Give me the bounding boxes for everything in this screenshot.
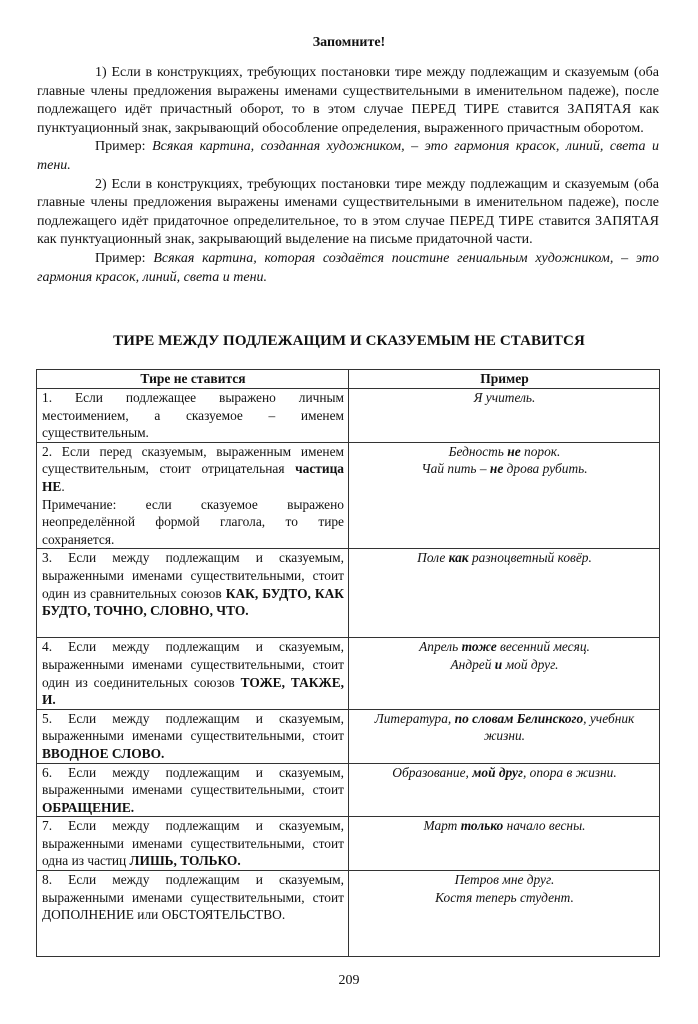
example-cell <box>349 709 660 763</box>
example-line <box>354 871 655 889</box>
example-text: Костя теперь студент. <box>435 889 574 905</box>
example-line <box>354 443 655 461</box>
example-cell <box>349 549 660 638</box>
table-row <box>37 817 660 871</box>
table-row <box>37 638 660 709</box>
table-row <box>37 763 660 817</box>
rules-table <box>36 369 660 957</box>
example-line <box>354 889 655 907</box>
rule-cell <box>37 709 349 763</box>
example-text: Петров мне друг. <box>454 872 555 888</box>
rule-emphasis: частица НЕ <box>42 461 344 494</box>
example-text: Литература, <box>374 710 455 726</box>
rule-1-example <box>37 138 659 175</box>
rule-cell <box>37 389 349 443</box>
example-line <box>354 549 655 567</box>
table-row <box>37 389 660 443</box>
rule-cell <box>37 817 349 871</box>
example-text: Март <box>423 818 461 834</box>
example-emphasis: по словам Белинского <box>454 710 584 726</box>
rule-cell <box>37 442 349 549</box>
rule-text: 8. Если между подлежащим и сказуемым, выраженными именами существительными, стоит ДОПОЛНЕНИЕ или ОБСТОЯТЕЛЬСТВО. <box>42 872 344 923</box>
rule-text: 6. Если между подлежащим и сказуемым, выраженными именами существительными, стоит <box>42 764 344 798</box>
rule-tail: . <box>61 478 65 494</box>
example-text: Всякая картина, которая создаётся поистине гениальным художником, – это гармония красок, линий, света и тени. <box>37 250 659 285</box>
example-text: Бедность <box>448 443 508 459</box>
example-line <box>354 710 655 745</box>
example-line <box>354 638 655 656</box>
example-cell <box>349 389 660 443</box>
rule-cell <box>37 638 349 709</box>
table-row <box>37 442 660 549</box>
example-emphasis: не <box>489 461 504 477</box>
example-text: начало весны. <box>503 818 586 834</box>
rule-emphasis: ОБРАЩЕНИЕ. <box>42 799 135 815</box>
rule-emphasis: ВВОДНОЕ СЛОВО. <box>42 745 165 761</box>
rule-emphasis: КАК, БУДТО, КАК БУДТО, ТОЧНО, СЛОВНО, ЧТО. <box>42 585 344 619</box>
example-line <box>354 764 655 782</box>
table-header-row <box>37 370 660 389</box>
example-emphasis: только <box>460 818 504 834</box>
rule-text: 1. Если подлежащее выражено личным местоимением, а сказуемое – именем существительным. <box>42 390 344 441</box>
header-rule: Тире не ставится <box>37 370 349 389</box>
example-text: Всякая картина, созданная художником, – это гармония красок, линий, света и тени. <box>37 139 659 173</box>
example-cell <box>349 638 660 709</box>
rule-emphasis: ТОЖЕ, ТАКЖЕ, И. <box>42 674 345 708</box>
rule-2-text: 2) Если в конструкциях, требующих постановки тире между подлежащим и сказуемым (оба главные члены предложения выражены именами существительными в именительном падеже), после подлежащего идёт придаточное определительное, то в этом случае ПЕРЕД ТИРЕ ставится ЗАПЯТАЯ как пунктуационный знак, закрывающий выделение на письме придаточной части. <box>37 176 659 248</box>
table-row <box>37 549 660 638</box>
rule-text: 7. Если между подлежащим и сказуемым, выраженными именами существительными, стоит одна из частиц <box>42 818 344 869</box>
example-line <box>354 656 655 674</box>
table-row <box>37 709 660 763</box>
example-emphasis: и <box>494 656 503 672</box>
example-text: Чай пить – <box>421 461 490 477</box>
rule-text: 5. Если между подлежащим и сказуемым, выраженными именами существительными, стоит <box>42 710 344 744</box>
rule-note: Примечание: если сказуемое выражено неопределённой формой глагола, то тире сохраняется. <box>42 496 344 547</box>
rule-2-example <box>37 250 659 287</box>
header-example: Пример <box>349 370 660 389</box>
example-cell <box>349 763 660 817</box>
rules-block <box>37 64 659 287</box>
example-line <box>354 817 655 835</box>
example-line <box>354 460 655 478</box>
example-emphasis: мой друг <box>472 764 523 780</box>
rule-text: 3. Если между подлежащим и сказуемым, выраженными именами существительными, стоит один из сравнительных союзов <box>42 550 344 601</box>
example-emphasis: как <box>448 550 469 566</box>
rule-emphasis: ЛИШЬ, ТОЛЬКО. <box>129 853 241 869</box>
example-cell <box>349 442 660 549</box>
example-text: , опора в жизни. <box>522 764 617 780</box>
example-cell <box>349 817 660 871</box>
example-text: порок. <box>520 443 561 459</box>
example-label: Пример: <box>95 250 146 266</box>
rule-cell <box>37 549 349 638</box>
rule-cell <box>37 763 349 817</box>
example-text: Поле <box>417 550 449 566</box>
rule-text: 4. Если между подлежащим и сказуемым, выраженными именами существительными, стоит один из соединительных союзов <box>42 639 344 690</box>
example-line <box>354 389 655 407</box>
rule-1-text: 1) Если в конструкциях, требующих постановки тире между подлежащим и сказуемым (оба главные члены предложения выражены именами существительными в именительном падеже), после подлежащего идёт причастный оборот, то в этом случае ПЕРЕД ТИРЕ ставится ЗАПЯТАЯ как пунктуационный знак, закрывающий обособление определения, выраженного причастным оборотом. <box>37 65 659 136</box>
table-title: ТИРЕ МЕЖДУ ПОДЛЕЖАЩИМ И СКАЗУЕМЫМ НЕ СТАВИТСЯ <box>113 333 585 349</box>
page-title: Запомните! <box>312 35 386 50</box>
rule-cell <box>37 871 349 957</box>
example-text: весенний месяц. <box>496 639 590 655</box>
example-emphasis: не <box>507 443 521 459</box>
example-emphasis: тоже <box>461 639 497 655</box>
table-row <box>37 871 660 957</box>
example-text: Андрей <box>450 656 495 672</box>
example-text: разноцветный ковёр. <box>468 550 592 566</box>
example-text: Образование, <box>392 764 473 780</box>
example-text: , учебник жизни. <box>483 710 635 744</box>
example-text: Я учитель. <box>473 390 536 405</box>
example-text: дрова рубить. <box>503 461 588 477</box>
example-label: Пример: <box>95 139 146 155</box>
example-text: Апрель <box>419 639 462 655</box>
example-cell <box>349 871 660 957</box>
rule-text: 2. Если перед сказуемым, выраженным именем существительным, стоит отрицательная <box>42 443 344 477</box>
page-number: 209 <box>338 973 360 988</box>
example-text: мой друг. <box>502 656 559 672</box>
